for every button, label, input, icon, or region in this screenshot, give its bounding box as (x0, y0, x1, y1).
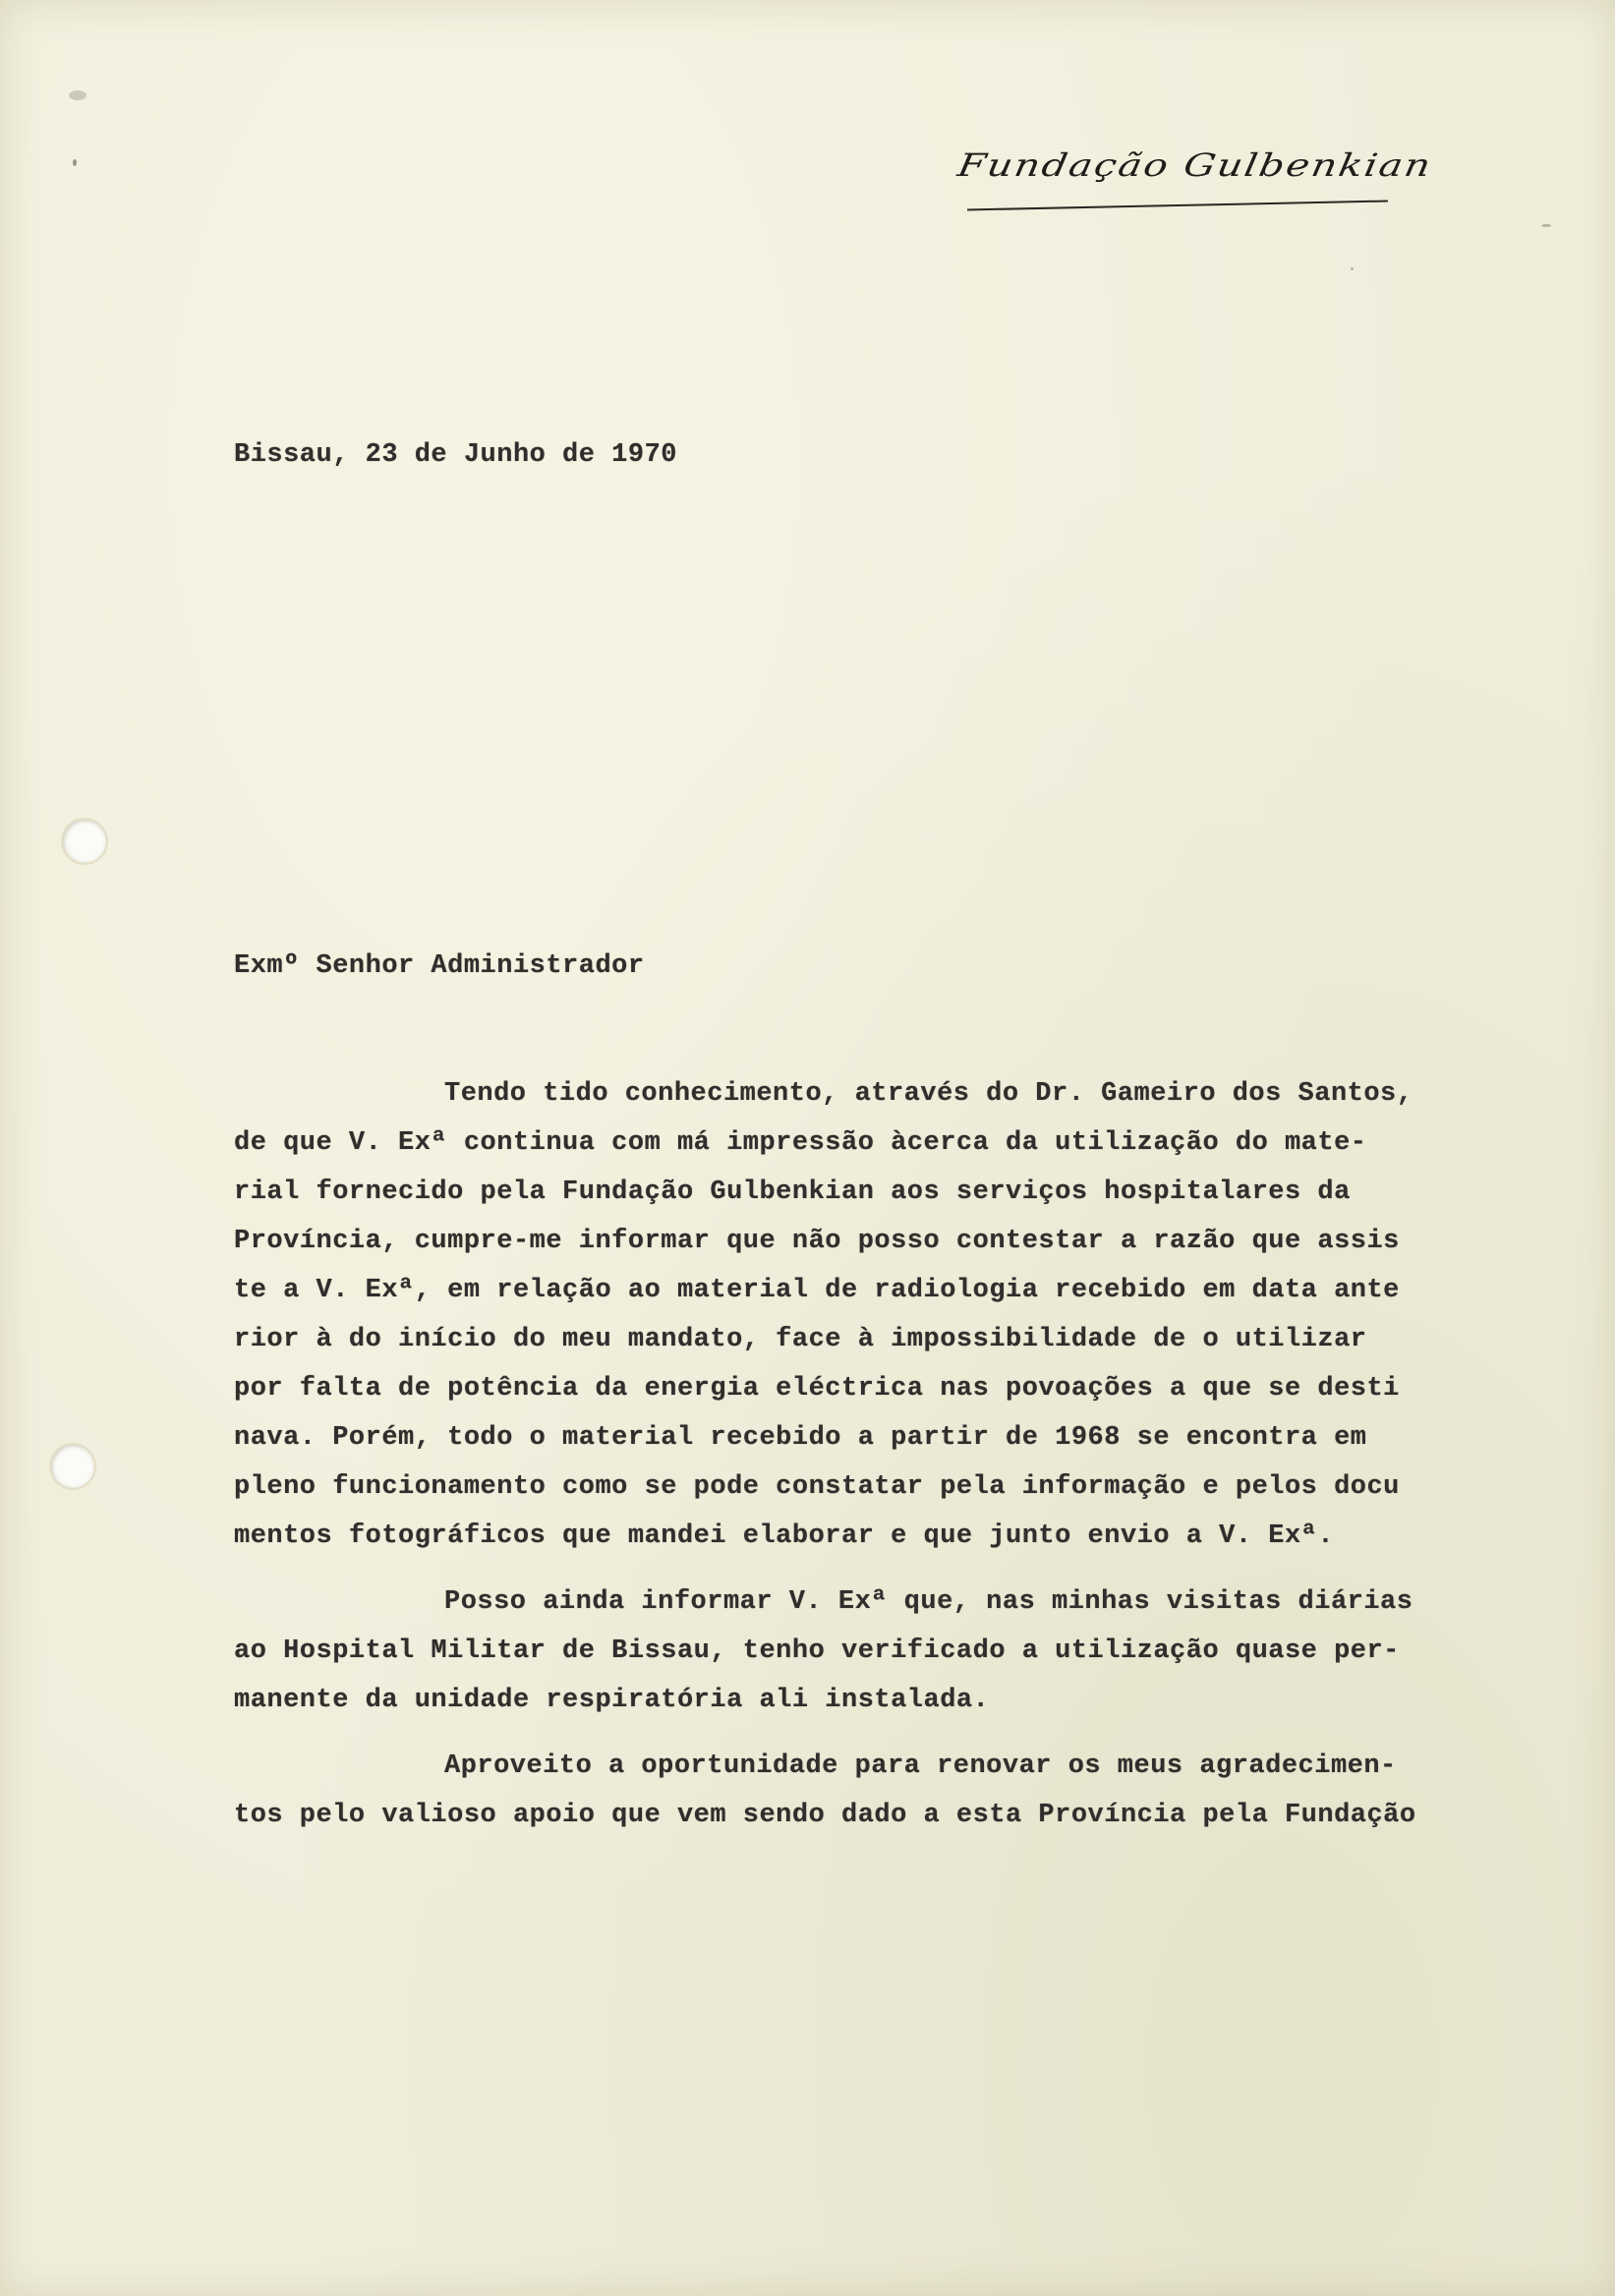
punch-hole (63, 820, 106, 863)
ink-speck (73, 159, 77, 166)
text-line: Posso ainda informar V. Exª que, nas minhas visitas diárias (444, 1587, 1413, 1617)
paragraph-2 (234, 1578, 1512, 1725)
punch-hole (51, 1445, 94, 1488)
paragraph-spacer (234, 1561, 1512, 1578)
text-line: tos pelo valioso apoio que vem sendo dado a esta Província pela Fundação (234, 1801, 1416, 1830)
paragraph-1 (234, 1069, 1512, 1561)
paragraph-3 (234, 1742, 1512, 1840)
letter-date: Bissau, 23 de Junho de 1970 (234, 440, 677, 470)
text-line: ao Hospital Militar de Bissau, tenho verificado a utilização quase per- (234, 1636, 1400, 1666)
ink-speck (1541, 224, 1551, 227)
text-line: mentos fotográficos que mandei elaborar e que junto envio a V. Exª. (234, 1521, 1335, 1551)
text-line: de que V. Exª continua com má impressão àcerca da utilização do mate- (234, 1128, 1367, 1158)
text-line: Aproveito a oportunidade para renovar os meus agradecimen- (444, 1751, 1397, 1781)
ink-speck (1351, 267, 1354, 270)
text-line: rior à do início do meu mandato, face à impossibilidade de o utilizar (234, 1325, 1367, 1354)
signature-text: Fundação Gulbenkian (954, 147, 1435, 184)
text-line: Tendo tido conhecimento, através do Dr. Gameiro dos Santos, (444, 1079, 1413, 1109)
handwritten-signature (954, 147, 1435, 226)
letter-body (234, 1069, 1512, 1840)
text-line: nava. Porém, todo o material recebido a partir de 1968 se encontra em (234, 1423, 1367, 1453)
text-line: Província, cumpre-me informar que não posso contestar a razão que assis (234, 1227, 1400, 1256)
text-line: manente da unidade respiratória ali instalada. (234, 1686, 990, 1715)
text-line: por falta de potência da energia eléctrica nas povoações a que se desti (234, 1374, 1400, 1404)
text-line: te a V. Exª, em relação ao material de radiologia recebido em data ante (234, 1276, 1400, 1305)
paragraph-spacer (234, 1725, 1512, 1742)
text-line: pleno funcionamento como se pode constatar pela informação e pelos docu (234, 1472, 1400, 1502)
ink-speck (69, 90, 87, 100)
signature-underline (967, 201, 1388, 211)
letter-salutation: Exmº Senhor Administrador (234, 951, 645, 981)
text-line: rial fornecido pela Fundação Gulbenkian aos serviços hospitalares da (234, 1177, 1351, 1207)
